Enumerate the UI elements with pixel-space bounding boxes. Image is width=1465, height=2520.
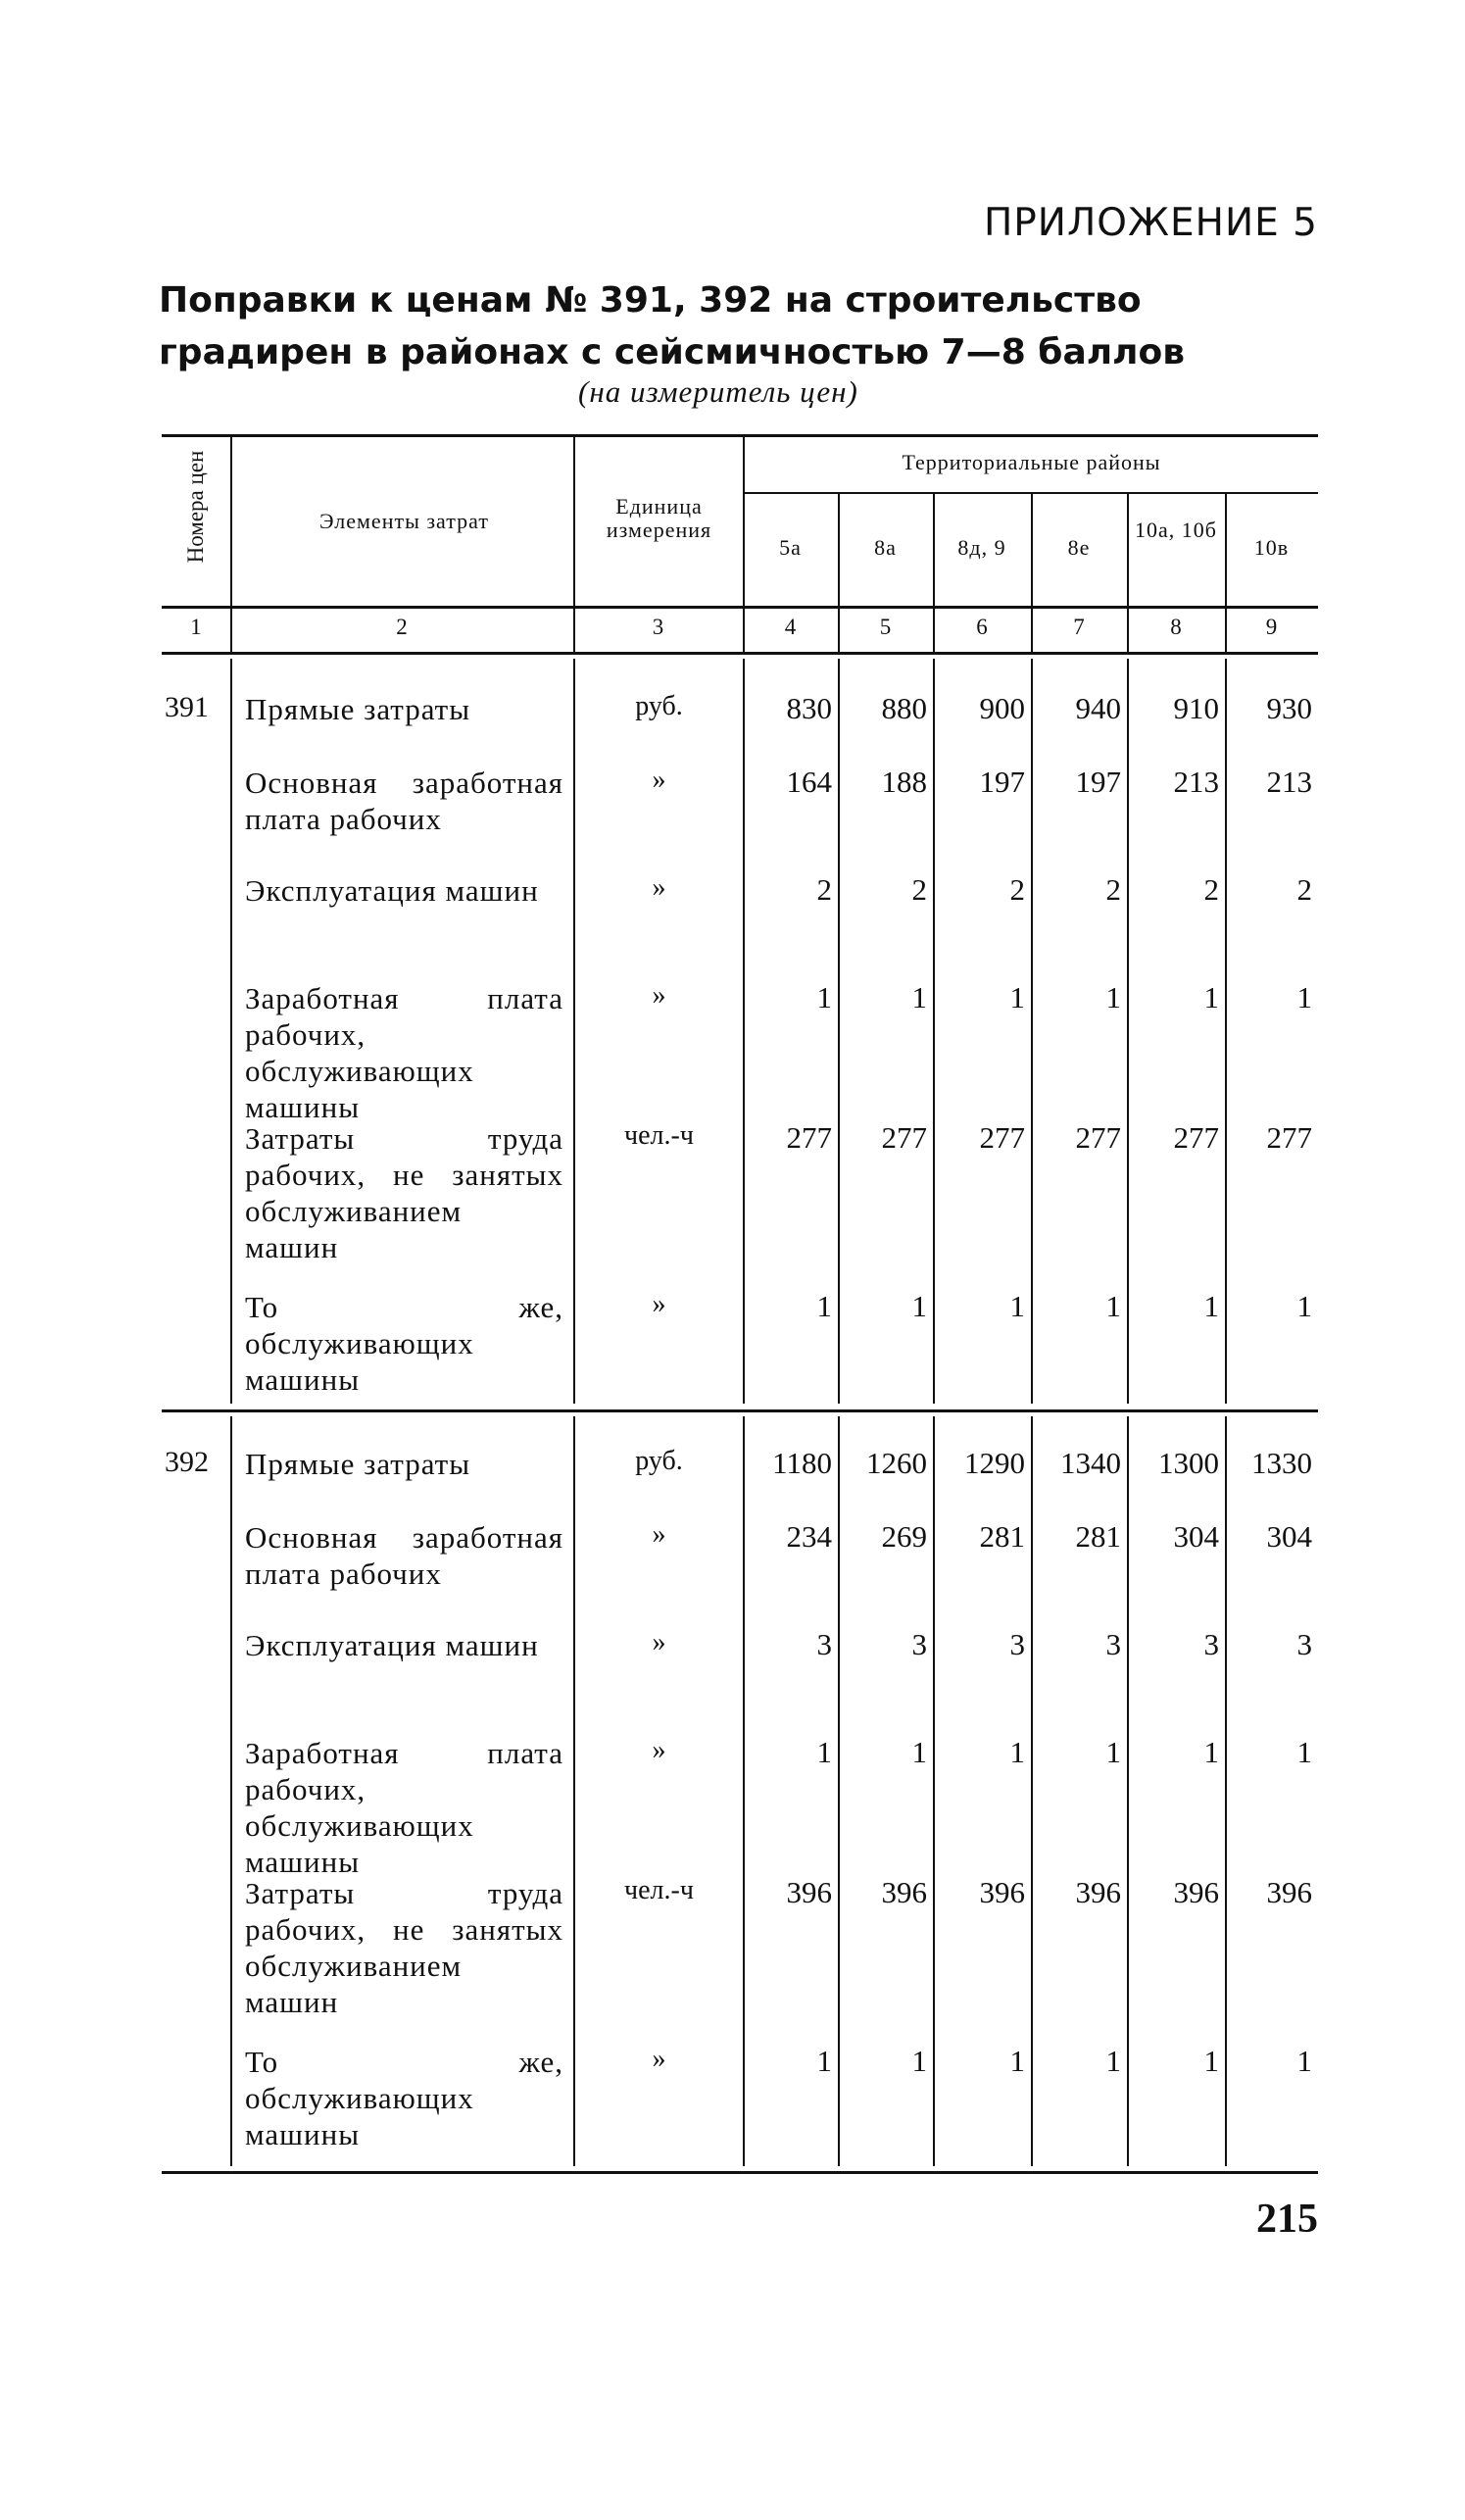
page-number: 215 [1256, 2197, 1318, 2242]
unit-of-measure: » [652, 980, 666, 1011]
region-value: 1 [1296, 1289, 1312, 1323]
unit-of-measure: » [652, 765, 666, 795]
cost-element-label: Эксплуатация машин [245, 1628, 539, 1662]
body-column-divider [230, 1416, 232, 2166]
region-value: 3 [1009, 1627, 1025, 1661]
unit-of-measure: » [652, 1289, 666, 1319]
region-value: 3 [911, 1627, 927, 1661]
region-value: 1 [911, 2044, 927, 2078]
region-value: 900 [979, 691, 1025, 725]
region-value: 1 [1009, 1289, 1025, 1323]
region-value: 3 [1105, 1627, 1121, 1661]
region-value: 277 [979, 1120, 1025, 1155]
region-value: 1290 [964, 1446, 1025, 1480]
region-value: 1 [816, 1735, 832, 1769]
region-value: 1 [911, 980, 927, 1014]
region-value: 396 [1075, 1875, 1121, 1909]
region-value: 1 [1009, 1735, 1025, 1769]
cost-element-label: Основная заработная плата рабочих [245, 766, 563, 836]
region-value: 396 [1173, 1875, 1219, 1909]
region-value: 1 [816, 2044, 832, 2078]
region-value: 930 [1266, 691, 1312, 725]
header-col-elements: Элементы затрат [319, 509, 489, 533]
region-value: 2 [1296, 872, 1312, 907]
column-number: 5 [879, 615, 892, 639]
unit-of-measure: » [652, 1627, 666, 1657]
unit-of-measure: » [652, 1519, 666, 1550]
cost-element-label: Заработная плата рабочих, обслуживающих машины [245, 981, 563, 1124]
column-number: 2 [396, 615, 408, 639]
region-value: 1 [1203, 1289, 1219, 1323]
column-number: 9 [1265, 615, 1278, 639]
region-value: 2 [1203, 872, 1219, 907]
region-value: 396 [979, 1875, 1025, 1909]
region-value: 213 [1173, 765, 1219, 799]
header-region: 10а, 10б [1135, 518, 1217, 542]
body-column-divider [573, 659, 575, 1404]
region-value: 277 [881, 1120, 927, 1155]
region-value: 277 [1075, 1120, 1121, 1155]
region-value: 1 [1105, 980, 1121, 1014]
header-region: 10в [1253, 535, 1290, 560]
header-bottom-rule [162, 606, 1318, 609]
header-region: 8д, 9 [957, 535, 1006, 560]
cost-element-label: То же, обслуживающих машины [245, 2045, 563, 2151]
region-value: 188 [881, 765, 927, 799]
cost-element-label: Прямые затраты [245, 1447, 471, 1481]
appendix-label: ПРИЛОЖЕНИЕ 5 [983, 201, 1318, 245]
region-value: 1 [816, 980, 832, 1014]
cost-element-label: Основная заработная плата рабочих [245, 1520, 563, 1591]
unit-of-measure: чел.-ч [624, 1120, 694, 1151]
unit-of-measure: руб. [635, 691, 683, 721]
region-value: 1 [911, 1289, 927, 1323]
region-value: 281 [1075, 1519, 1121, 1554]
region-value: 2 [1009, 872, 1025, 907]
region-value: 1 [1296, 1735, 1312, 1769]
table-top-rule [162, 434, 1318, 437]
region-value: 3 [816, 1627, 832, 1661]
region-value: 1 [1296, 980, 1312, 1014]
region-value: 269 [881, 1519, 927, 1554]
region-value: 830 [786, 691, 832, 725]
cost-element-label: Заработная плата рабочих, обслуживающих машины [245, 1736, 563, 1879]
body-column-divider [230, 659, 232, 1404]
cost-element-label: Затраты труда рабочих, не занятых обслуживанием машин [245, 1121, 563, 1264]
column-number: 3 [652, 615, 664, 639]
header-group-regions: Территориальные районы [902, 450, 1161, 474]
region-value: 1 [1296, 2044, 1312, 2078]
region-value: 304 [1173, 1519, 1219, 1554]
header-region: 8е [1067, 535, 1091, 560]
price-code: 392 [165, 1446, 209, 1478]
title-line-2: градирен в районах с сейсмичностью 7—8 баллов [159, 332, 1185, 372]
group-separator-rule [162, 1409, 1318, 1412]
region-value: 2 [816, 872, 832, 907]
region-value: 1 [1105, 2044, 1121, 2078]
header-col-codes [183, 438, 209, 575]
column-number: 1 [190, 615, 202, 639]
column-number: 4 [784, 615, 797, 639]
cost-element-label: Затраты труда рабочих, не занятых обслуживанием машин [245, 1876, 563, 2019]
region-value: 1180 [772, 1446, 832, 1480]
table-bottom-rule [162, 2171, 1318, 2174]
region-value: 1 [911, 1735, 927, 1769]
unit-of-measure: руб. [635, 1446, 683, 1476]
header-col-codes-label: Номера цен [183, 450, 208, 564]
unit-of-measure: » [652, 872, 666, 903]
region-value: 1330 [1251, 1446, 1312, 1480]
region-value: 1 [1105, 1735, 1121, 1769]
region-value: 910 [1173, 691, 1219, 725]
unit-of-measure: » [652, 1735, 666, 1765]
cost-element-label: То же, обслуживающих машины [245, 1290, 563, 1397]
region-value: 197 [979, 765, 1025, 799]
document-subtitle: (на измеритель цен) [578, 374, 858, 409]
region-value: 1 [816, 1289, 832, 1323]
region-value: 213 [1266, 765, 1312, 799]
region-value: 1 [1009, 2044, 1025, 2078]
unit-of-measure: » [652, 2044, 666, 2074]
region-value: 1 [1105, 1289, 1121, 1323]
region-value: 234 [786, 1519, 832, 1554]
region-value: 880 [881, 691, 927, 725]
column-number: 8 [1170, 615, 1182, 639]
region-value: 277 [786, 1120, 832, 1155]
column-number: 6 [976, 615, 988, 639]
header-region: 8а [874, 535, 897, 560]
region-value: 304 [1266, 1519, 1312, 1554]
region-value: 281 [979, 1519, 1025, 1554]
region-value: 1340 [1060, 1446, 1121, 1480]
header-col-unit: Единица измерения [606, 494, 712, 542]
region-value: 2 [1105, 872, 1121, 907]
header-region: 5а [779, 535, 802, 560]
region-value: 1 [1203, 980, 1219, 1014]
region-value: 940 [1075, 691, 1121, 725]
region-value: 2 [911, 872, 927, 907]
region-value: 396 [786, 1875, 832, 1909]
region-value: 396 [1266, 1875, 1312, 1909]
unit-of-measure: чел.-ч [624, 1875, 694, 1905]
region-value: 277 [1173, 1120, 1219, 1155]
region-value: 3 [1296, 1627, 1312, 1661]
body-column-divider [573, 1416, 575, 2166]
region-value: 3 [1203, 1627, 1219, 1661]
region-value: 277 [1266, 1120, 1312, 1155]
column-number: 7 [1073, 615, 1085, 639]
column-numbers-rule [162, 652, 1318, 655]
region-value: 1260 [866, 1446, 927, 1480]
region-value: 396 [881, 1875, 927, 1909]
cost-element-label: Эксплуатация машин [245, 873, 539, 908]
price-code: 391 [165, 691, 209, 723]
region-value: 1300 [1158, 1446, 1219, 1480]
cost-element-label: Прямые затраты [245, 692, 471, 726]
region-value: 1 [1203, 1735, 1219, 1769]
region-value: 164 [786, 765, 832, 799]
region-value: 1 [1203, 2044, 1219, 2078]
region-value: 197 [1075, 765, 1121, 799]
region-value: 1 [1009, 980, 1025, 1014]
title-line-1: Поправки к ценам № 391, 392 на строительство [159, 280, 1142, 321]
